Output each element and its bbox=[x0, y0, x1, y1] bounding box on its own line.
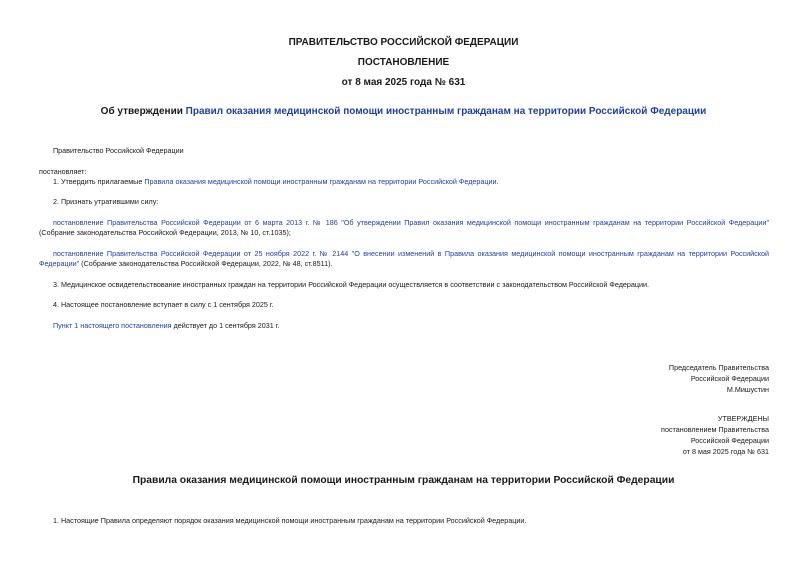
title-prefix: Об утверждении bbox=[100, 106, 186, 117]
rules-item-1: 1. Настоящие Правила определяют порядок оказания медицинской помощи иностранным гражданам на территории Российской Федерации. bbox=[53, 516, 527, 525]
rules-title: Правила оказания медицинской помощи иностранным гражданам на территории Российской Федерации bbox=[132, 475, 675, 486]
repeal-2-link[interactable]: постановление Правительства Российской Федерации от 25 ноября 2022 г. № 2144 "О внесении изменений в Правила оказания медицинской помощи иностранным гражданам на территории Российской Федерации" bbox=[39, 249, 769, 268]
approval-heading: УТВЕРЖДЕНЫ bbox=[717, 414, 769, 423]
approval-block bbox=[661, 413, 769, 457]
item-4: 4. Настоящее постановление вступает в силу с 1 сентября 2025 г. bbox=[53, 300, 274, 309]
approval-date: от 8 мая 2025 года № 631 bbox=[682, 447, 769, 456]
signature-name: М.Мишустин bbox=[726, 385, 769, 394]
item-2: 2. Признать утратившими силу: bbox=[53, 197, 159, 206]
signature-position: Председатель Правительства bbox=[668, 363, 769, 372]
item-5-link[interactable]: Пункт 1 настоящего постановления bbox=[53, 321, 172, 330]
rules-link[interactable]: Правила оказания медицинской помощи иностранным гражданам на территории Российской Федерации bbox=[144, 177, 497, 186]
item-5: Пункт 1 настоящего постановления действует до 1 сентября 2031 г. bbox=[53, 321, 280, 330]
government-heading: ПРАВИТЕЛЬСТВО РОССИЙСКОЙ ФЕДЕРАЦИИ bbox=[288, 37, 519, 48]
issuer-text: Правительство Российской Федерации bbox=[53, 146, 184, 155]
resolves-text: постановляет: bbox=[39, 167, 87, 176]
document-date-number: от 8 мая 2025 года № 631 bbox=[341, 77, 466, 88]
repeal-1-link[interactable]: постановление Правительства Российской Федерации от 6 марта 2013 г. № 186 "Об утверждении Правил оказания медицинской помощи иностранным гражданам на территории Российской Федерации" bbox=[53, 218, 769, 227]
document-title bbox=[0, 106, 807, 117]
document-type: ПОСТАНОВЛЕНИЕ bbox=[357, 57, 450, 68]
repeal-1: постановление Правительства Российской Федерации от 6 марта 2013 г. № 186 "Об утверждении Правил оказания медицинской помощи иностранным гражданам на территории Российской Федерации" (Собрание законодательства Российской Федерации, 2013, № 10, ст.1035); bbox=[39, 218, 769, 237]
approval-line-2: постановлением Правительства bbox=[661, 425, 769, 434]
signature-block bbox=[669, 362, 769, 395]
title-link[interactable]: Правил оказания медицинской помощи иностранным гражданам на территории Российской Федерации bbox=[185, 106, 707, 117]
item-3: 3. Медицинское освидетельствование иностранных граждан на территории Российской Федерации осуществляется в соответствии с законодательством Российской Федерации. bbox=[53, 280, 650, 289]
item-1: 1. Утвердить прилагаемые Правила оказания медицинской помощи иностранным гражданам на территории Российской Федерации. bbox=[53, 177, 499, 186]
signature-country: Российской Федерации bbox=[690, 374, 769, 383]
approval-line-3: Российской Федерации bbox=[690, 436, 769, 445]
repeal-2: постановление Правительства Российской Федерации от 25 ноября 2022 г. № 2144 "О внесении изменений в Правила оказания медицинской помощи иностранным гражданам на территории Российской Федерации" (Собрание законодательства Российской Федерации, 2022, № 48, ст.8511). bbox=[39, 249, 769, 268]
